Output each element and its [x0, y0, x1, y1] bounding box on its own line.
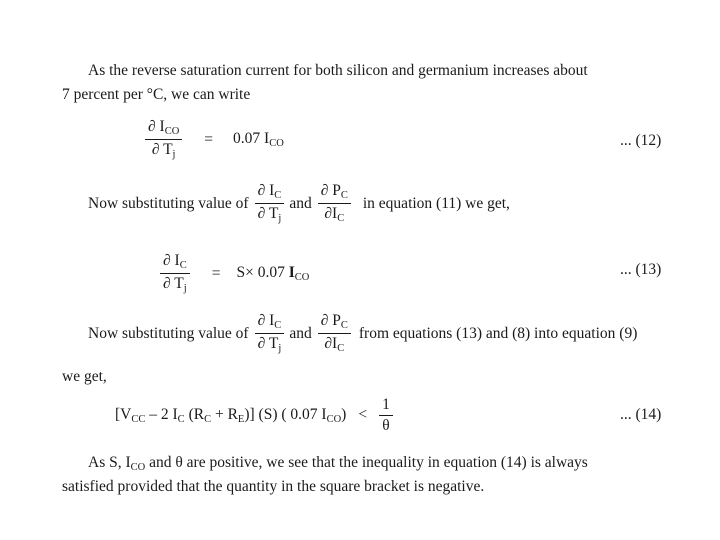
equation-14 [115, 396, 393, 435]
eq14-number: ... (14) [620, 406, 662, 423]
sub2-fraction-dIc-dTj: $\frac{\partial I_C}{\partial T_j}$ [255, 312, 285, 355]
para1-line1: As the reverse saturation current for both silicon and germanium increases about [88, 62, 588, 79]
para-last-line1: As S, $I_{CO}$ and θ are positive, we see that the inequality in equation (14) is always [88, 454, 588, 473]
eq14-lhs: [$V_{CC} - 2$ $I_C$ $(R_C + R_E)$] (S) ( 0.07 $I_{CO}$) [115, 405, 347, 425]
substitution-line-2: Now substituting value of $\frac{\partial I_C}{\partial T_j}$ and $\frac{\partial P_C}{\partial I_C}$ from equations (13) and (8) into equation (9) [88, 312, 638, 355]
para-last-line2: satisfied provided that the quantity in the square bracket is negative. [62, 478, 485, 495]
equation-13 [160, 252, 309, 295]
eq12-equals: = [204, 130, 214, 148]
sub1-fraction-dPc-dIc: $\frac{\partial P_C}{\partial I_C}$ [318, 182, 351, 225]
eq13-rhs: S× 0.07 $I_{CO}$ [236, 264, 310, 284]
sub2-fraction-dPc-dIc: $\frac{\partial P_C}{\partial I_C}$ [318, 312, 351, 355]
eq13-equals: = [211, 264, 221, 282]
sub1-fraction-dIc-dTj: $\frac{\partial I_C}{\partial T_j}$ [255, 182, 285, 225]
substitution-line-1: Now substituting value of $\frac{\partial I_C}{\partial T_j}$ and $\frac{\partial P_C}{\partial I_C}$ in equation (11) we get, [88, 182, 510, 225]
eq14-less-than: < [358, 406, 368, 424]
eq14-fraction: $\frac{1}{\theta}$ [379, 396, 393, 435]
eq12-number: ... (12) [620, 132, 662, 149]
equation-12 [145, 118, 284, 161]
eq13-fraction: $\frac{\partial I_C}{\partial T_j}$ [160, 252, 190, 295]
we-get-text: we get, [62, 368, 107, 385]
eq13-number: ... (13) [620, 261, 662, 278]
eq12-rhs: 0.07 $I_{CO}$ [233, 130, 284, 150]
para1-line2: 7 percent per °C, we can write [62, 86, 251, 103]
eq12-fraction: $\frac{\partial I_{CO}}{\partial T_j}$ [145, 118, 182, 161]
